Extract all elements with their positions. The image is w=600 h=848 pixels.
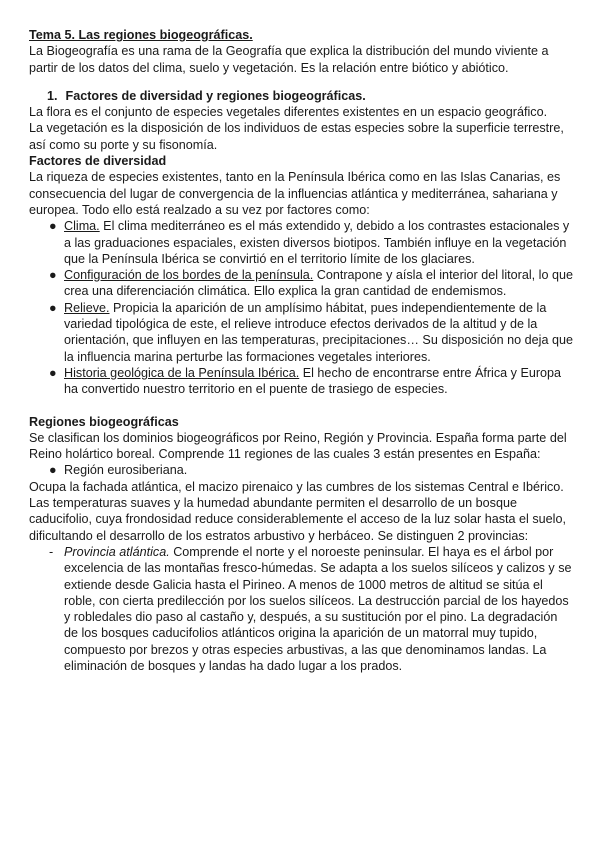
region-paragraph: Ocupa la fachada atlántica, el macizo pirenaico y las cumbres de los sistemas Central e Ibérico. Las temperaturas suaves y la humedad abundante permiten el desarrollo de un bosque caducifolio, cuya frondosidad reduce considerablemente el acceso de la luz solar hasta el suelo, dificultando el desarrollo de los estratos arbustivo y herbáceo. Se distinguen 2 provincias: — [29, 479, 566, 543]
bullet-icon: ● — [49, 300, 57, 315]
factores-paragraph: La riqueza de especies existentes, tanto en la Península Ibérica como en las Islas Canarias, es consecuencia del lugar de convergencia de la influencias atlántica y mediterránea, sahariana y europea. Todo ello está realzado a su vez por factores como: — [29, 170, 561, 217]
section-1-heading — [29, 88, 573, 104]
list-item — [29, 365, 573, 398]
list-item — [29, 462, 573, 478]
document-title: Tema 5. Las regiones biogeográficas. — [29, 28, 253, 42]
intro-paragraph: La Biogeografía es una rama de la Geografía que explica la distribución del mundo viviente a partir de los datos del clima, suelo y vegetación. Es la relación entre biótico y abiótico. — [29, 44, 549, 75]
factor-text: El hecho de encontrarse entre África y Europa ha convertido nuestro territorio en el puente de trasiego de especies. — [64, 365, 562, 397]
list-item — [29, 300, 573, 365]
bullet-icon: ● — [49, 463, 57, 478]
factores-heading: Factores de diversidad — [29, 154, 167, 169]
list-item — [29, 218, 573, 267]
factores-list — [29, 218, 573, 397]
provincia-text: Comprende el norte y el noroeste peninsular. El haya es el árbol por excelencia de las montañas fresco-húmedas. Se adapta a los suelos silíceos y calizos y se extiende desde Galicia hasta el Pirineo. A menos de 1000 metros de altitud se sitúa el roble, con cierta predilección por los suelos silíceos. La destrucción parcial de los hayedos y robledales dio paso al castaño y, después, a su sustitución por el pino. La degradación de los bosques caducifolios atlánticos origina la aparición de un matorral muy tupido, compuesto por brezos y otras especies arbustivas, a las que denominamos landas. La eliminación de bosques y landas ha dado lugar a los prados. — [64, 544, 572, 673]
factor-term: Relieve. — [64, 300, 110, 315]
factor-text: El clima mediterráneo es el más extendido y, debido a los contrastes estacionales y a las graduaciones espaciales, existen diversos biotipos. También influye en la vegetación que la Península Ibérica se convirtió en el territorio límite de los glaciares. — [64, 219, 570, 266]
bullet-icon: ● — [49, 268, 57, 283]
section-1-heading-text: Factores de diversidad y regiones biogeográficas. — [65, 88, 366, 103]
provincias-list — [29, 544, 573, 674]
factor-text: Propicia la aparición de un amplísimo hábitat, pues independientemente de la variedad tipológica de este, el relieve introduce efectos derivados de la altitud y de la orientación, que influyen en las temperaturas, precipitaciones… Su disposición no deja que la influencia marina perturbe las formaciones vegetales interiores. — [64, 300, 573, 364]
dash-icon: - — [49, 544, 54, 559]
vegetacion-definition: La vegetación es la disposición de los individuos de estas especies sobre la superficie terrestre, así como su porte y su fisonomía. — [29, 121, 564, 152]
regiones-paragraph: Se clasifican los dominios biogeográficos por Reino, Región y Provincia. España forma parte del Reino holártico boreal. Comprende 11 regiones de las cuales 3 están presentes en España: — [29, 430, 567, 462]
bullet-icon: ● — [49, 365, 57, 380]
regiones-heading: Regiones biogeográficas — [29, 414, 179, 429]
factor-term: Configuración de los bordes de la península. — [64, 268, 314, 283]
section-1-number: 1. — [47, 88, 58, 103]
bullet-icon: ● — [49, 219, 57, 234]
list-item — [29, 267, 573, 300]
region-item-label: Región eurosiberiana. — [64, 463, 188, 478]
regiones-list — [29, 462, 573, 478]
list-item — [29, 544, 573, 674]
flora-definition: La flora es el conjunto de especies vegetales diferentes existentes en un espacio geográfico. — [29, 105, 548, 120]
factor-text: Contrapone y aísla el interior del litoral, lo que crea una diferenciación climática. Ello explica la gran cantidad de endemismos. — [64, 268, 573, 299]
factor-term: Historia geológica de la Península Ibérica. — [64, 365, 300, 380]
factor-term: Clima. — [64, 219, 100, 234]
provincia-term: Provincia atlántica. — [64, 544, 170, 559]
